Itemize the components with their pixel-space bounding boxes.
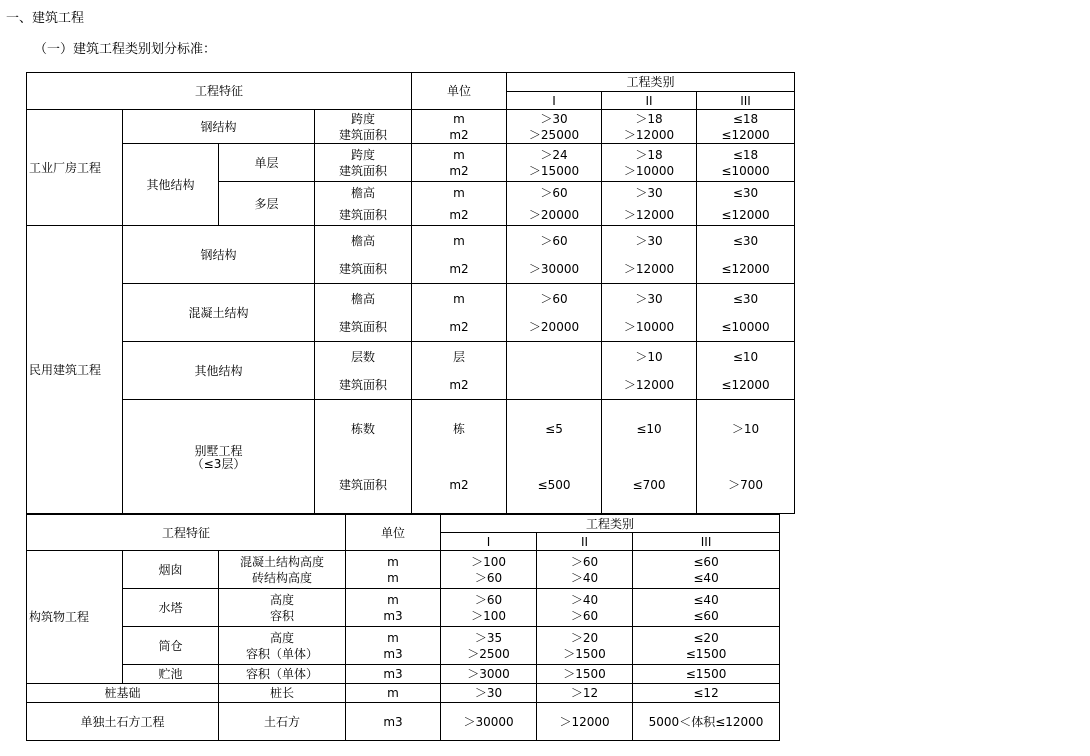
- value: ＞30000: [528, 261, 580, 276]
- unit-cell: [346, 627, 441, 665]
- unit-cell: [412, 400, 507, 514]
- class-2-cell: [602, 284, 697, 342]
- feature-cell: [315, 144, 412, 182]
- unit-m2: m2: [449, 207, 469, 222]
- value: ＞15000: [528, 163, 580, 178]
- earth-volume-label: 土石方: [219, 703, 346, 741]
- class-1-cell: [441, 627, 537, 665]
- building-classification-table: [26, 72, 795, 514]
- class-2-cell: ＞12000: [537, 703, 633, 741]
- feature-cell: [315, 182, 412, 226]
- chimney-label: 烟囱: [123, 551, 219, 589]
- villa-name: 别墅工程: [194, 443, 243, 458]
- value: ＞30: [635, 185, 663, 200]
- class-2-cell: [537, 589, 633, 627]
- area-label: 建筑面积: [339, 127, 388, 142]
- header-class-3: III: [697, 92, 795, 110]
- header-category: 工程类别: [441, 515, 780, 533]
- value: ≤20: [693, 630, 719, 645]
- header-unit: 单位: [346, 515, 441, 551]
- value: ＞12000: [623, 127, 675, 142]
- class-3-cell: ≤12: [633, 684, 780, 703]
- unit-m2: m2: [449, 377, 469, 392]
- header-class-3: III: [633, 533, 780, 551]
- header-class-1: I: [507, 92, 602, 110]
- single-storey-label: 单层: [219, 144, 315, 182]
- class-1-cell: [507, 400, 602, 514]
- buildings-label: 栋数: [351, 421, 376, 436]
- civil-steel-label: 钢结构: [123, 226, 315, 284]
- water-tower-label: 水塔: [123, 589, 219, 627]
- value: ≤18: [732, 147, 759, 162]
- class-1-cell: [507, 110, 602, 144]
- class-3-cell: [697, 144, 795, 182]
- height-label: 高度: [270, 630, 295, 645]
- unit-m2: m2: [449, 127, 469, 142]
- value: ≤60: [693, 554, 719, 569]
- industrial-other-label: 其他结构: [123, 144, 219, 226]
- value: ＞20000: [528, 319, 580, 334]
- value: ≤60: [693, 608, 719, 623]
- brick-height-label: 砖结构高度: [252, 570, 313, 585]
- structures-classification-table: [26, 514, 780, 741]
- value: ≤10: [732, 349, 759, 364]
- feature-cell: [315, 110, 412, 144]
- value: ＞40: [570, 570, 599, 585]
- unit-m: m: [387, 630, 399, 645]
- span-label: 跨度: [351, 147, 376, 162]
- villa-note: （≤3层）: [191, 456, 246, 471]
- structures-label: 构筑物工程: [27, 551, 123, 684]
- value: ≤700: [632, 477, 666, 492]
- class-2-cell: ＞1500: [537, 665, 633, 684]
- class-3-cell: ≤1500: [633, 665, 780, 684]
- value: ≤10000: [721, 163, 770, 178]
- volume-label: 容积: [270, 608, 295, 623]
- unit-cell: [412, 284, 507, 342]
- class-2-cell: [602, 182, 697, 226]
- value: ＞60: [540, 185, 568, 200]
- value: ＞25000: [528, 127, 580, 142]
- civil-other-label: 其他结构: [123, 342, 315, 400]
- unit-m: m: [387, 570, 399, 585]
- eave-label: 檐高: [351, 185, 376, 200]
- value: ＞10000: [623, 319, 675, 334]
- value: ＞35: [474, 630, 503, 645]
- silo-label: 筒仓: [123, 627, 219, 665]
- value: ≤10: [636, 421, 662, 436]
- value: ＞12000: [623, 261, 675, 276]
- value: ＞24: [540, 147, 568, 162]
- value: ＞60: [474, 592, 503, 607]
- area-label: 建筑面积: [339, 207, 388, 222]
- class-2-cell: [537, 551, 633, 589]
- value: ＞60: [570, 554, 599, 569]
- value: ≤1500: [685, 646, 727, 661]
- unit-cell: [412, 342, 507, 400]
- civil-concrete-label: 混凝土结构: [123, 284, 315, 342]
- value: ＞30: [635, 233, 663, 248]
- value: ＞12000: [623, 377, 675, 392]
- class-2-cell: [602, 400, 697, 514]
- class-1-cell: [507, 144, 602, 182]
- value: ≤12000: [721, 261, 770, 276]
- unit-m2: m2: [449, 319, 469, 334]
- class-1-cell: [441, 589, 537, 627]
- volume-single-label: 容积（单体）: [246, 646, 319, 661]
- unit-m3: m3: [383, 646, 403, 661]
- feature-cell: [315, 342, 412, 400]
- value: ＞18: [635, 147, 663, 162]
- unit-m: m: [453, 147, 465, 162]
- value: ＞30: [540, 111, 568, 126]
- area-label: 建筑面积: [339, 319, 388, 334]
- unit-m: m: [387, 554, 399, 569]
- class-2-cell: [602, 144, 697, 182]
- value: ≤500: [537, 477, 571, 492]
- unit-m: m: [453, 291, 465, 306]
- class-3-cell: 5000＜体积≤12000: [633, 703, 780, 741]
- feature-cell: [219, 627, 346, 665]
- class-3-cell: [633, 627, 780, 665]
- feature-cell: [219, 589, 346, 627]
- header-unit: 单位: [412, 73, 507, 110]
- value: ≤40: [693, 570, 719, 585]
- unit-m: m: [453, 233, 465, 248]
- unit-m3: m3: [346, 665, 441, 684]
- header-category: 工程类别: [507, 73, 795, 92]
- value: ＞20000: [528, 207, 580, 222]
- value: ＞20: [570, 630, 599, 645]
- value: ＞2500: [467, 646, 510, 661]
- villa-label: [123, 400, 315, 514]
- value: ＞10000: [623, 163, 675, 178]
- class-2-cell: [602, 226, 697, 284]
- unit-cell: [412, 110, 507, 144]
- value: ≤30: [732, 291, 759, 306]
- class-2-cell: ＞12: [537, 684, 633, 703]
- value: ≤30: [732, 233, 759, 248]
- area-label: 建筑面积: [339, 261, 388, 276]
- unit-m3: m3: [346, 703, 441, 741]
- unit-m: m: [453, 111, 465, 126]
- value: ＞12000: [623, 207, 675, 222]
- feature-cell: [315, 400, 412, 514]
- class-3-cell: [697, 400, 795, 514]
- header-class-2: II: [602, 92, 697, 110]
- value: ≤30: [732, 185, 759, 200]
- area-label: 建筑面积: [339, 377, 388, 392]
- value: ＞18: [635, 111, 663, 126]
- class-1-cell: [441, 551, 537, 589]
- value: ＞10: [731, 421, 760, 436]
- header-feature: 工程特征: [27, 73, 412, 110]
- feature-cell: [315, 284, 412, 342]
- unit-m: m: [453, 185, 465, 200]
- storage-pool-label: 贮池: [123, 665, 219, 684]
- eave-label: 檐高: [351, 291, 376, 306]
- value: ≤12000: [721, 377, 770, 392]
- industrial-building-label: 工业厂房工程: [27, 110, 123, 226]
- header-class-2: II: [537, 533, 633, 551]
- class-1-cell: ＞30000: [441, 703, 537, 741]
- class-3-cell: [697, 342, 795, 400]
- class-2-cell: [602, 342, 697, 400]
- class-3-cell: [633, 551, 780, 589]
- value: ＞100: [471, 608, 506, 623]
- class-1-cell: [507, 182, 602, 226]
- area-label: 建筑面积: [339, 163, 388, 178]
- value: ＞60: [540, 291, 568, 306]
- unit-m2: m2: [449, 261, 469, 276]
- feature-cell: [219, 551, 346, 589]
- eave-label: 檐高: [351, 233, 376, 248]
- span-label: 跨度: [351, 111, 376, 126]
- class-1-cell: [507, 226, 602, 284]
- class-3-cell: [697, 284, 795, 342]
- value: ＞60: [474, 570, 503, 585]
- value: ≤12000: [721, 207, 770, 222]
- class-1-cell: ＞3000: [441, 665, 537, 684]
- value: ≤5: [545, 421, 563, 436]
- volume-single-label: 容积（单体）: [219, 665, 346, 684]
- class-2-cell: [537, 627, 633, 665]
- unit-cell: [412, 182, 507, 226]
- earthwork-label: 单独土石方工程: [27, 703, 219, 741]
- class-3-cell: [633, 589, 780, 627]
- industrial-steel-label: 钢结构: [123, 110, 315, 144]
- subsection-heading: （一）建筑工程类别划分标准：: [34, 42, 217, 57]
- class-1-cell: [507, 342, 602, 400]
- feature-cell: [315, 226, 412, 284]
- class-3-cell: [697, 182, 795, 226]
- value: ＞700: [728, 477, 763, 492]
- unit-m2: m2: [449, 163, 469, 178]
- unit-m2: m2: [449, 477, 469, 492]
- class-3-cell: [697, 110, 795, 144]
- class-3-cell: [697, 226, 795, 284]
- value: ＞30: [635, 291, 663, 306]
- area-label: 建筑面积: [339, 477, 388, 492]
- value: ＞60: [540, 233, 568, 248]
- unit-m3: m3: [383, 608, 403, 623]
- value: ＞100: [471, 554, 506, 569]
- civil-building-label: 民用建筑工程: [27, 226, 123, 514]
- pile-length-label: 桩长: [219, 684, 346, 703]
- unit-building: 栋: [453, 421, 466, 436]
- header-feature: 工程特征: [27, 515, 346, 551]
- unit-cell: [346, 589, 441, 627]
- unit-m: m: [346, 684, 441, 703]
- concrete-height-label: 混凝土结构高度: [240, 554, 325, 569]
- class-1-cell: ＞30: [441, 684, 537, 703]
- value: ≤10000: [721, 319, 770, 334]
- unit-cell: [412, 226, 507, 284]
- floors-label: 层数: [351, 349, 376, 364]
- class-2-cell: [602, 110, 697, 144]
- value: ＞1500: [563, 646, 606, 661]
- value: ≤18: [732, 111, 759, 126]
- value: ≤12000: [721, 127, 770, 142]
- header-class-1: I: [441, 533, 537, 551]
- section-heading: 一、建筑工程: [6, 11, 85, 26]
- unit-floor: 层: [453, 349, 466, 364]
- pile-foundation-label: 桩基础: [27, 684, 219, 703]
- value: ＞60: [570, 608, 599, 623]
- value: ＞40: [570, 592, 599, 607]
- height-label: 高度: [270, 592, 295, 607]
- value: ＞10: [635, 349, 663, 364]
- unit-m: m: [387, 592, 399, 607]
- class-1-cell: [507, 284, 602, 342]
- value: ≤40: [693, 592, 719, 607]
- unit-cell: [412, 144, 507, 182]
- multi-storey-label: 多层: [219, 182, 315, 226]
- unit-cell: [346, 551, 441, 589]
